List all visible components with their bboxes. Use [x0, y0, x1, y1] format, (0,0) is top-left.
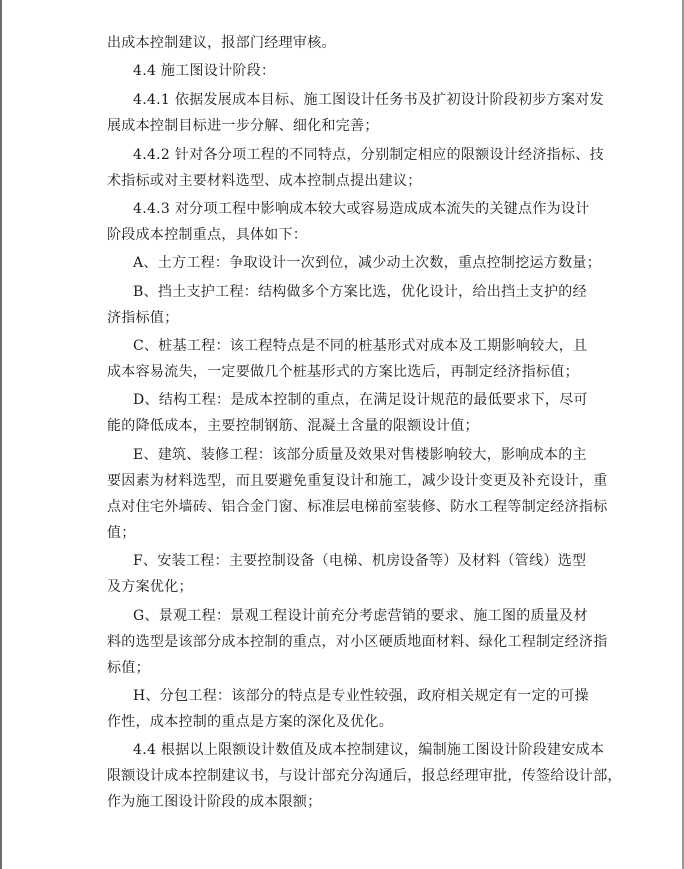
text-line: 值；: [107, 525, 136, 541]
text-line: 料的选型是该部分成本控制的重点，对小区硬质地面材料、绿化工程制定经济指: [107, 634, 608, 650]
text-line: C、桩基工程：该工程特点是不同的桩基形式对成本及工期影响较大，且: [133, 338, 588, 354]
text-line: B、挡土支护工程：结构做多个方案比选，优化设计，给出挡土支护的经: [133, 284, 587, 300]
text-line: H、分包工程：该部分的特点是专业性较强，政府相关规定有一定的可操: [133, 688, 589, 704]
text-line: G、景观工程：景观工程设计前充分考虑营销的要求、施工图的质量及材: [133, 608, 588, 624]
text-line: 及方案优化；: [107, 579, 193, 595]
text-line: 4.4.2 针对各分项工程的不同特点，分别制定相应的限额设计经济指标、技: [133, 147, 604, 163]
text-line: 限额设计成本控制建议书，与设计部充分沟通后，报总经理审批，传签给设计部，: [107, 768, 622, 784]
text-line: 展成本控制目标进一步分解、细化和完善；: [107, 118, 379, 134]
text-line: 济指标值；: [107, 310, 179, 326]
text-line: F、安装工程：主要控制设备（电梯、机房设备等）及材料（管线）选型: [133, 553, 587, 569]
text-line: 成本容易流失，一定要做几个桩基形式的方案比选后，再制定经济指标值；: [107, 364, 579, 380]
section-heading: 4.4 施工图设计阶段：: [133, 63, 276, 79]
text-line: 术指标或对主要材料选型、成本控制点提出建议；: [107, 173, 422, 189]
text-line: 作为施工图设计阶段的成本限额；: [107, 794, 322, 810]
text-line: 作性，成本控制的重点是方案的深化及优化。: [107, 714, 393, 730]
page-left-edge: [0, 0, 2, 869]
text-line: 要因素为材料选型，而且要避免重复设计和施工，减少设计变更及补充设计，重: [107, 473, 608, 489]
text-line: 出成本控制建议，报部门经理审核。: [107, 35, 336, 51]
text-line: A、土方工程：争取设计一次到位，减少动土次数，重点控制挖运方数量；: [133, 255, 602, 271]
text-line: 4.4.3 对分项工程中影响成本较大或容易造成成本流失的关键点作为设计: [133, 201, 590, 217]
text-line: D、结构工程：是成本控制的重点，在满足设计规范的最低要求下，尽可: [133, 392, 588, 408]
text-line: 4.4 根据以上限额设计数值及成本控制建议，编制施工图设计阶段建安成本: [133, 742, 605, 758]
text-line: 点对住宅外墙砖、铝合金门窗、标准层电梯前室装修、防水工程等制定经济指标: [107, 499, 608, 515]
text-line: 能的降低成本，主要控制钢筋、混凝土含量的限额设计值；: [107, 418, 479, 434]
text-line: 阶段成本控制重点，具体如下：: [107, 227, 308, 243]
text-line: 4.4.1 依据发展成本目标、施工图设计任务书及扩初设计阶段初步方案对发: [133, 92, 604, 108]
text-line: E、建筑、装修工程：该部分质量及效果对售楼影响较大，影响成本的主: [133, 447, 587, 463]
text-line: 标值；: [107, 660, 150, 676]
